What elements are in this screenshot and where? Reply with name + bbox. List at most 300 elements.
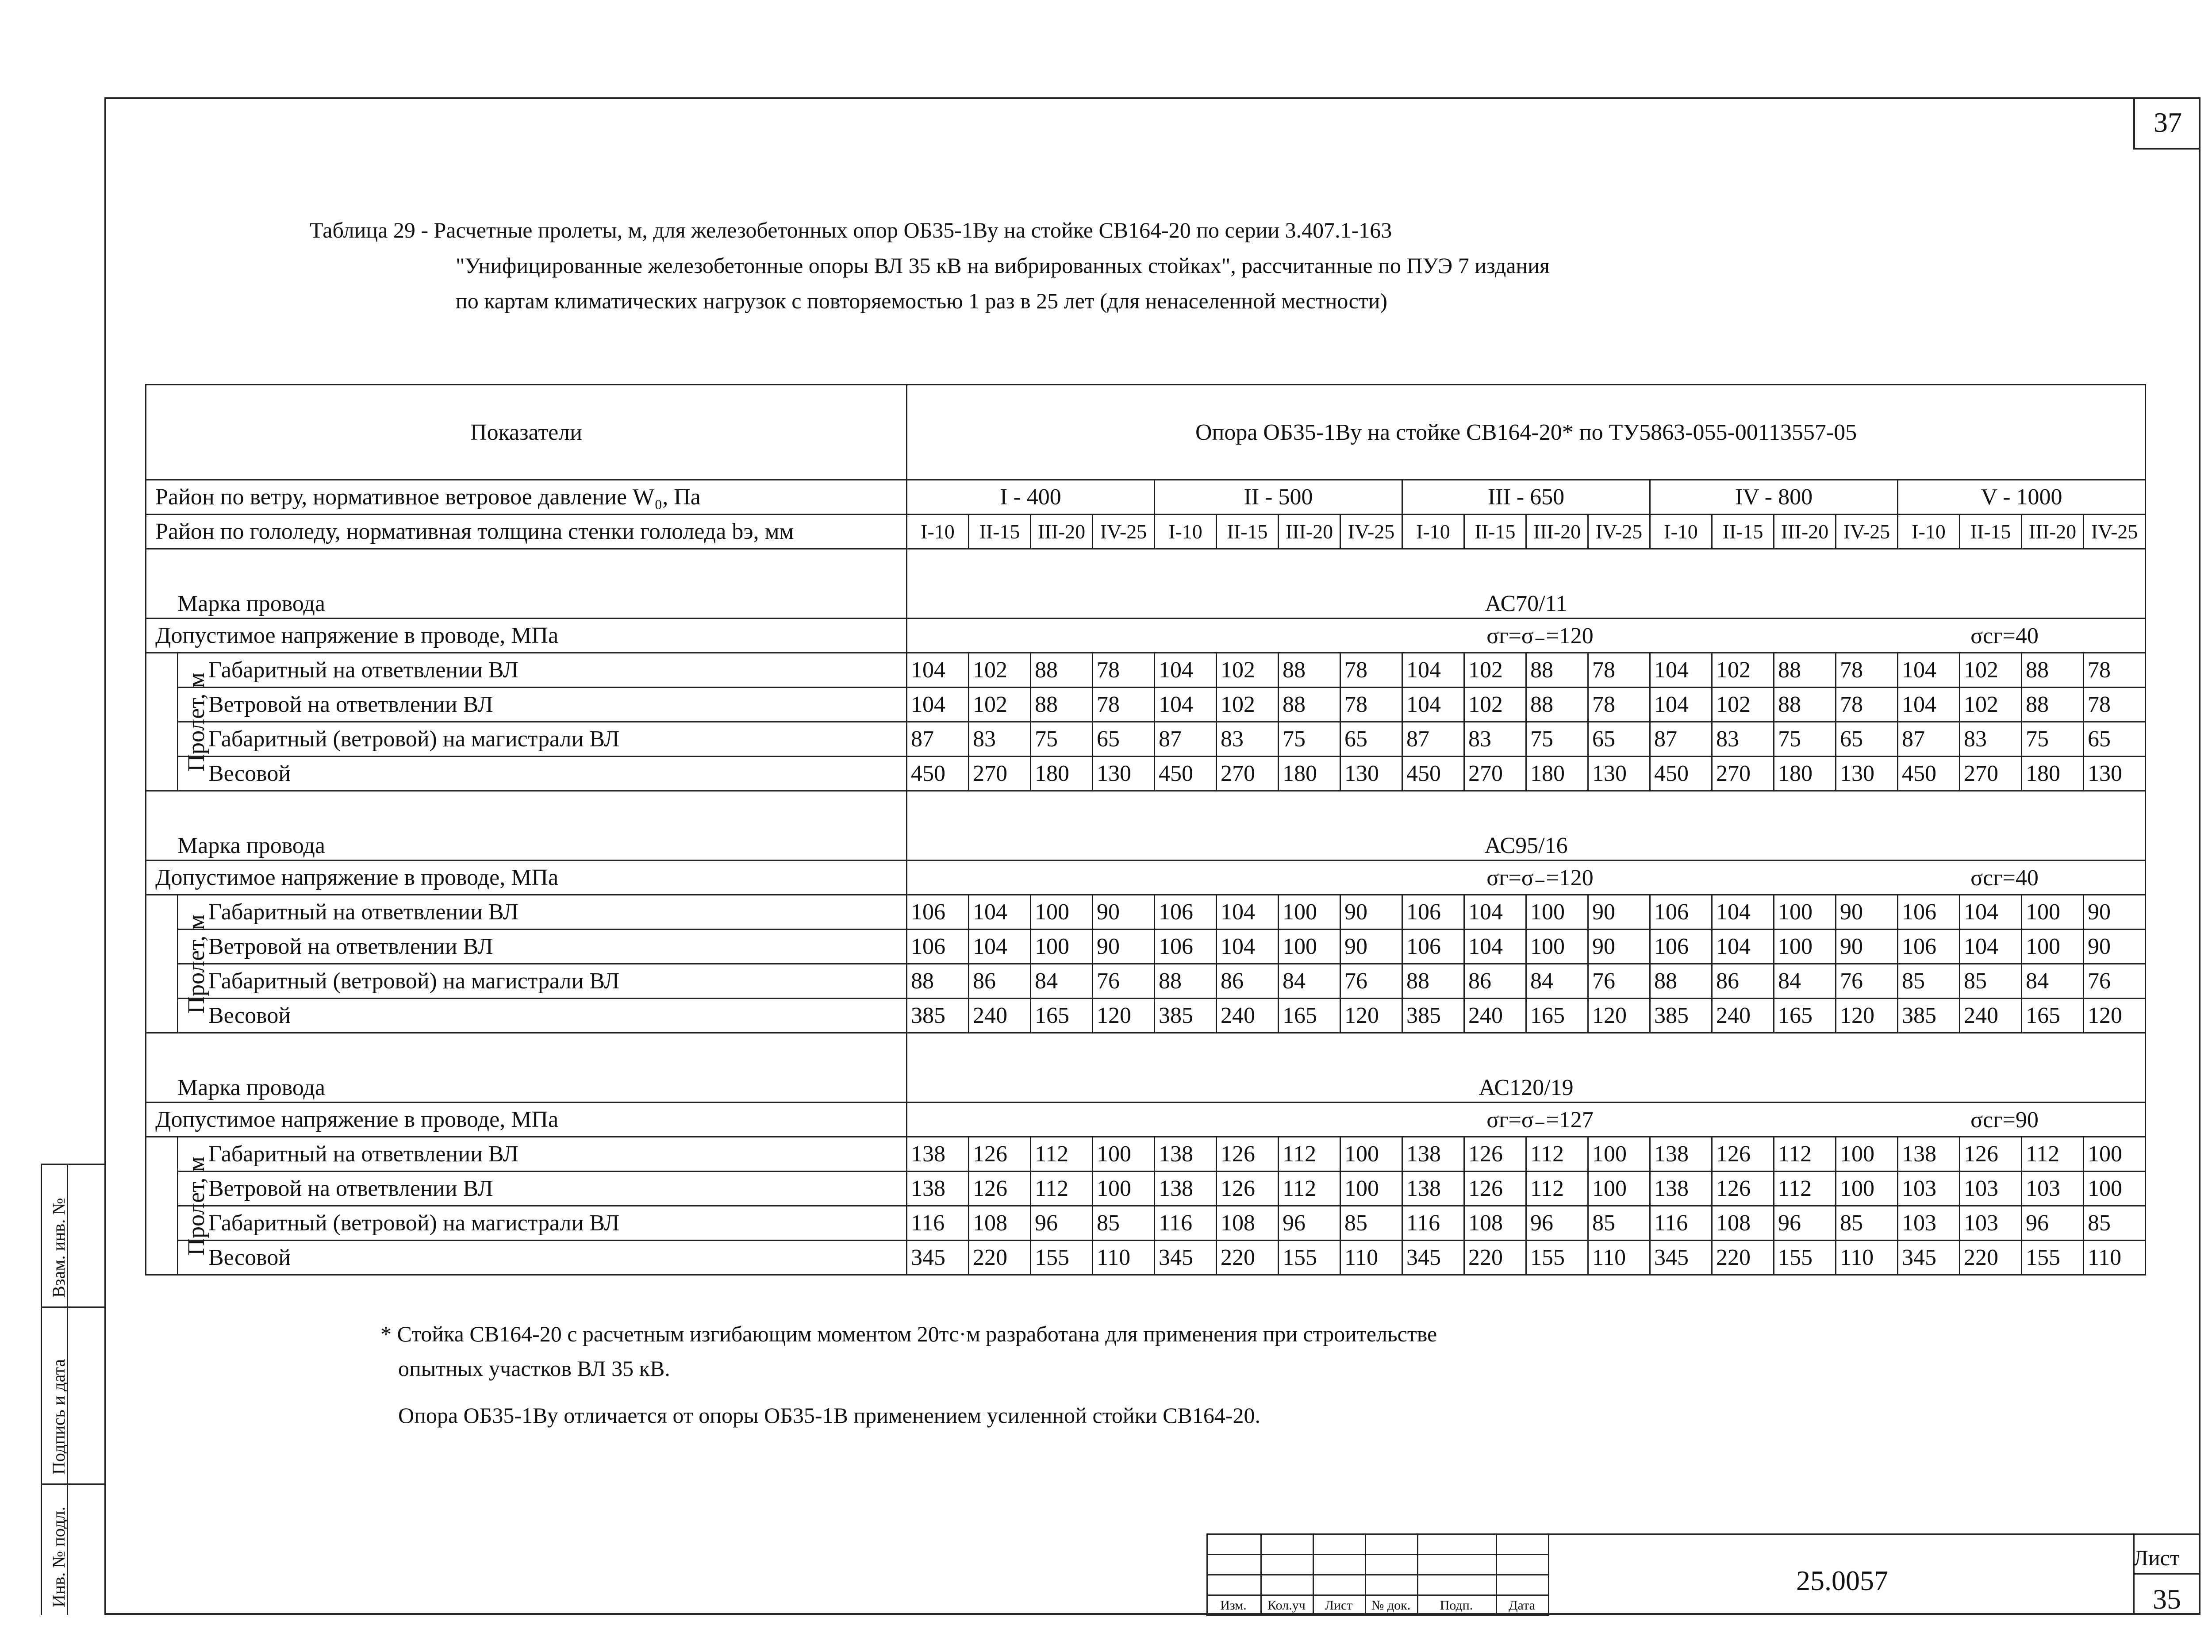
ice-region: I-10 [1155, 515, 1217, 549]
span-label-text: Пролет, м [182, 672, 209, 772]
value-cell: 83 [1464, 722, 1526, 757]
value-cell: 108 [1712, 1206, 1774, 1241]
value-cell: 78 [1836, 688, 1898, 722]
marka-row [146, 1033, 2146, 1103]
value-cell: 110 [1340, 1241, 1402, 1275]
ice-region: II-15 [1712, 515, 1774, 549]
value-cell: 90 [1836, 930, 1898, 964]
value-cell: 220 [1464, 1241, 1526, 1275]
value-cell: 76 [1588, 964, 1650, 999]
title-block-label: Кол.уч [1267, 1598, 1306, 1613]
value-cell: 85 [1898, 964, 1960, 999]
value-cell: 104 [1650, 688, 1712, 722]
value-cell: 78 [1588, 688, 1650, 722]
value-cell: 104 [1217, 895, 1279, 930]
title-block [1206, 1533, 2200, 1615]
value-cell: 120 [1093, 999, 1155, 1033]
value-cell: 88 [1402, 964, 1464, 999]
wind-region: I - 400 [907, 480, 1155, 515]
value-cell: 86 [1464, 964, 1526, 999]
value-cell: 100 [2084, 1137, 2146, 1172]
value-cell: 90 [1093, 895, 1155, 930]
ice-region: IV-25 [1340, 515, 1402, 549]
ice-region: IV-25 [1836, 515, 1898, 549]
value-cell: 88 [1526, 688, 1588, 722]
spans-table [145, 384, 2146, 1275]
value-cell: 75 [1031, 722, 1093, 757]
value-cell: 100 [1774, 895, 1836, 930]
value-cell: 75 [2022, 722, 2084, 757]
value-cell: 85 [1836, 1206, 1898, 1241]
value-cell: 78 [1836, 653, 1898, 688]
value-cell: 84 [2022, 964, 2084, 999]
value-cell: 104 [1155, 688, 1217, 722]
value-cell: 83 [969, 722, 1031, 757]
value-cell: 100 [1774, 930, 1836, 964]
value-cell: 104 [1960, 930, 2022, 964]
value-cell: 78 [1588, 653, 1650, 688]
value-cell: 100 [1588, 1137, 1650, 1172]
value-cell: 112 [1031, 1172, 1093, 1206]
table-caption [310, 212, 1550, 319]
value-cell: 86 [1712, 964, 1774, 999]
value-cell: 106 [1155, 895, 1217, 930]
value-cell: 78 [1093, 653, 1155, 688]
value-cell: 83 [1960, 722, 2022, 757]
value-cell: 88 [1279, 688, 1340, 722]
value-cell: 84 [1526, 964, 1588, 999]
value-cell: 104 [1712, 895, 1774, 930]
data-row [146, 757, 2146, 791]
span-label-text: Пролет, м [182, 914, 209, 1014]
value-cell: 104 [1712, 930, 1774, 964]
caption-line-3: по картам климатических нагрузок с повторяемостью 1 раз в 25 лет (для ненаселенной местности) [456, 288, 1388, 313]
ice-region: IV-25 [1588, 515, 1650, 549]
value-cell: 65 [1340, 722, 1402, 757]
value-cell: 85 [1093, 1206, 1155, 1241]
value-cell: 116 [1155, 1206, 1217, 1241]
value-cell: 120 [1836, 999, 1898, 1033]
value-cell: 103 [1960, 1206, 2022, 1241]
stress-row [146, 861, 2146, 895]
value-cell: 126 [1217, 1137, 1279, 1172]
value-cell: 220 [969, 1241, 1031, 1275]
value-cell: 100 [1588, 1172, 1650, 1206]
value-cell: 102 [969, 688, 1031, 722]
marka-label: Марка провода [146, 791, 907, 861]
value-cell: 240 [969, 999, 1031, 1033]
value-cell: 104 [1464, 930, 1526, 964]
stress-row [146, 619, 2146, 653]
value-cell: 102 [1217, 688, 1279, 722]
value-cell: 78 [1093, 688, 1155, 722]
value-cell: 345 [1402, 1241, 1464, 1275]
value-cell: 102 [1464, 653, 1526, 688]
value-cell: 385 [1898, 999, 1960, 1033]
value-cell: 88 [1031, 653, 1093, 688]
value-cell: 112 [1279, 1172, 1340, 1206]
marka-value: АС95/16 [907, 791, 2146, 861]
value-cell: 120 [1588, 999, 1650, 1033]
value-cell: 104 [1402, 653, 1464, 688]
value-cell: 88 [2022, 653, 2084, 688]
stress-value-1: σг=σ₋=120 [1486, 623, 1594, 649]
value-cell: 100 [2022, 895, 2084, 930]
stress-value-1: σг=σ₋=120 [1486, 865, 1594, 891]
span-label [146, 653, 209, 791]
value-cell: 165 [1031, 999, 1093, 1033]
row-label: Ветровой на ответвлении ВЛ [178, 1172, 907, 1206]
ice-region: I-10 [1650, 515, 1712, 549]
value-cell: 112 [1031, 1137, 1093, 1172]
row-label: Весовой [178, 999, 907, 1033]
left-binding-strip [41, 1164, 104, 1615]
ice-region: I-10 [907, 515, 969, 549]
ice-region: II-15 [969, 515, 1031, 549]
caption-line-1: Таблица 29 - Расчетные пролеты, м, для железобетонных опор ОБ35-1Ву на стойке СВ164-20 по серии 3.407.1-163 [310, 218, 1392, 242]
stress-label: Допустимое напряжение в проводе, МПа [146, 861, 907, 895]
value-cell: 106 [1898, 895, 1960, 930]
marka-row [146, 791, 2146, 861]
value-cell: 75 [1279, 722, 1340, 757]
value-cell: 100 [1340, 1172, 1402, 1206]
marka-label: Марка провода [146, 1033, 907, 1103]
note-2: Опора ОБ35-1Ву отличается от опоры ОБ35-1В применением усиленной стойки СВ164-20. [398, 1403, 1260, 1428]
document-code: 25.0057 [1796, 1565, 1888, 1596]
title-block-label: Подп. [1440, 1598, 1473, 1613]
stress-values [907, 861, 2146, 895]
span-label [146, 895, 209, 1033]
value-cell: 83 [1217, 722, 1279, 757]
value-cell: 385 [1402, 999, 1464, 1033]
value-cell: 270 [969, 757, 1031, 791]
value-cell: 450 [1402, 757, 1464, 791]
value-cell: 100 [1836, 1137, 1898, 1172]
data-row [146, 653, 2146, 688]
value-cell: 103 [1898, 1172, 1960, 1206]
value-cell: 385 [1650, 999, 1712, 1033]
value-cell: 85 [1340, 1206, 1402, 1241]
value-cell: 116 [907, 1206, 969, 1241]
row-label: Габаритный на ответвлении ВЛ [178, 895, 907, 930]
value-cell: 138 [1402, 1137, 1464, 1172]
value-cell: 126 [969, 1172, 1031, 1206]
value-cell: 385 [907, 999, 969, 1033]
value-cell: 155 [1526, 1241, 1588, 1275]
value-cell: 86 [969, 964, 1031, 999]
title-block-label: Лист [1325, 1598, 1353, 1613]
value-cell: 138 [907, 1137, 969, 1172]
value-cell: 102 [1712, 688, 1774, 722]
value-cell: 87 [1650, 722, 1712, 757]
wind-region: III - 650 [1402, 480, 1650, 515]
value-cell: 240 [1960, 999, 2022, 1033]
value-cell: 100 [2084, 1172, 2146, 1206]
row-label: Габаритный (ветровой) на магистрали ВЛ [178, 722, 907, 757]
header-row [146, 385, 2146, 480]
value-cell: 100 [1279, 930, 1340, 964]
value-cell: 450 [907, 757, 969, 791]
value-cell: 112 [1526, 1137, 1588, 1172]
sheet-number: 35 [2153, 1583, 2181, 1615]
value-cell: 102 [1960, 688, 2022, 722]
value-cell: 112 [1774, 1172, 1836, 1206]
row-label: Весовой [178, 757, 907, 791]
stress-label: Допустимое напряжение в проводе, МПа [146, 1103, 907, 1137]
value-cell: 104 [1217, 930, 1279, 964]
data-row [146, 688, 2146, 722]
value-cell: 102 [969, 653, 1031, 688]
value-cell: 126 [1712, 1172, 1774, 1206]
value-cell: 88 [1774, 653, 1836, 688]
value-cell: 75 [1774, 722, 1836, 757]
value-cell: 102 [1712, 653, 1774, 688]
ice-row [146, 515, 2146, 549]
value-cell: 83 [1712, 722, 1774, 757]
value-cell: 106 [907, 930, 969, 964]
value-cell: 220 [1217, 1241, 1279, 1275]
marka-row [146, 549, 2146, 619]
value-cell: 130 [1588, 757, 1650, 791]
header-indicators: Показатели [146, 385, 907, 480]
value-cell: 106 [1650, 895, 1712, 930]
value-cell: 110 [1836, 1241, 1898, 1275]
value-cell: 126 [1712, 1137, 1774, 1172]
wind-region: V - 1000 [1898, 480, 2146, 515]
value-cell: 126 [1464, 1172, 1526, 1206]
value-cell: 110 [2084, 1241, 2146, 1275]
value-cell: 100 [1340, 1137, 1402, 1172]
value-cell: 110 [1093, 1241, 1155, 1275]
stress-value-2: σсг=90 [1970, 1107, 2039, 1133]
value-cell: 102 [1217, 653, 1279, 688]
value-cell: 86 [1217, 964, 1279, 999]
ice-region: II-15 [1464, 515, 1526, 549]
value-cell: 104 [969, 930, 1031, 964]
value-cell: 100 [1031, 930, 1093, 964]
data-row [146, 964, 2146, 999]
stress-value-1: σг=σ₋=127 [1486, 1107, 1594, 1133]
value-cell: 130 [1340, 757, 1402, 791]
value-cell: 76 [1836, 964, 1898, 999]
wind-region: II - 500 [1155, 480, 1402, 515]
value-cell: 100 [1526, 930, 1588, 964]
value-cell: 130 [1836, 757, 1898, 791]
value-cell: 90 [1836, 895, 1898, 930]
value-cell: 100 [1836, 1172, 1898, 1206]
ice-label: Район по гололеду, нормативная толщина стенки гололеда bэ, мм [146, 515, 907, 549]
row-label: Габаритный (ветровой) на магистрали ВЛ [178, 964, 907, 999]
stress-label: Допустимое напряжение в проводе, МПа [146, 619, 907, 653]
value-cell: 240 [1217, 999, 1279, 1033]
page-number-top: 37 [2133, 97, 2200, 150]
title-block-label: Изм. [1220, 1598, 1247, 1613]
value-cell: 104 [1898, 653, 1960, 688]
value-cell: 84 [1031, 964, 1093, 999]
stress-value-2: σсг=40 [1970, 865, 2039, 891]
value-cell: 100 [2022, 930, 2084, 964]
value-cell: 345 [1898, 1241, 1960, 1275]
ice-region: IV-25 [2084, 515, 2146, 549]
value-cell: 106 [1650, 930, 1712, 964]
value-cell: 100 [1279, 895, 1340, 930]
wind-region: IV - 800 [1650, 480, 1898, 515]
value-cell: 100 [1031, 895, 1093, 930]
value-cell: 76 [2084, 964, 2146, 999]
marka-value: АС120/19 [907, 1033, 2146, 1103]
value-cell: 112 [2022, 1137, 2084, 1172]
value-cell: 84 [1279, 964, 1340, 999]
value-cell: 110 [1588, 1241, 1650, 1275]
stress-value-2: σсг=40 [1970, 623, 2039, 649]
value-cell: 90 [1588, 930, 1650, 964]
value-cell: 87 [1155, 722, 1217, 757]
value-cell: 130 [2084, 757, 2146, 791]
value-cell: 104 [1155, 653, 1217, 688]
row-label: Габаритный на ответвлении ВЛ [178, 1137, 907, 1172]
data-row [146, 930, 2146, 964]
data-row [146, 1241, 2146, 1275]
value-cell: 85 [2084, 1206, 2146, 1241]
value-cell: 155 [1774, 1241, 1836, 1275]
value-cell: 450 [1898, 757, 1960, 791]
value-cell: 165 [1279, 999, 1340, 1033]
value-cell: 103 [1960, 1172, 2022, 1206]
row-label: Ветровой на ответвлении ВЛ [178, 688, 907, 722]
data-row [146, 1206, 2146, 1241]
value-cell: 138 [1155, 1172, 1217, 1206]
value-cell: 104 [907, 653, 969, 688]
value-cell: 345 [1650, 1241, 1712, 1275]
value-cell: 78 [1340, 653, 1402, 688]
value-cell: 155 [1031, 1241, 1093, 1275]
value-cell: 130 [1093, 757, 1155, 791]
value-cell: 96 [2022, 1206, 2084, 1241]
value-cell: 96 [1031, 1206, 1093, 1241]
value-cell: 65 [1836, 722, 1898, 757]
value-cell: 96 [1526, 1206, 1588, 1241]
value-cell: 88 [1774, 688, 1836, 722]
value-cell: 65 [2084, 722, 2146, 757]
data-row [146, 895, 2146, 930]
value-cell: 90 [1340, 930, 1402, 964]
value-cell: 345 [1155, 1241, 1217, 1275]
value-cell: 165 [1526, 999, 1588, 1033]
marka-value: АС70/11 [907, 549, 2146, 619]
value-cell: 120 [2084, 999, 2146, 1033]
value-cell: 100 [1093, 1137, 1155, 1172]
value-cell: 104 [1650, 653, 1712, 688]
ice-region: IV-25 [1093, 515, 1155, 549]
caption-line-2: "Унифицированные железобетонные опоры ВЛ 35 кВ на вибрированных стойках", рассчитанные по ПУЭ 7 издания [456, 253, 1550, 278]
wind-label: Район по ветру, нормативное ветровое давление W₀, Па [146, 480, 907, 515]
sidebar-field-inventory: Инв. № подл. [49, 1506, 69, 1607]
value-cell: 65 [1588, 722, 1650, 757]
value-cell: 138 [1898, 1137, 1960, 1172]
value-cell: 116 [1650, 1206, 1712, 1241]
value-cell: 103 [1898, 1206, 1960, 1241]
value-cell: 104 [907, 688, 969, 722]
value-cell: 112 [1774, 1137, 1836, 1172]
ice-region: III-20 [1279, 515, 1340, 549]
value-cell: 112 [1526, 1172, 1588, 1206]
stress-values [907, 1103, 2146, 1137]
value-cell: 116 [1402, 1206, 1464, 1241]
value-cell: 102 [1960, 653, 2022, 688]
value-cell: 138 [1402, 1172, 1464, 1206]
ice-region: I-10 [1898, 515, 1960, 549]
value-cell: 90 [1588, 895, 1650, 930]
value-cell: 65 [1093, 722, 1155, 757]
stress-values [907, 619, 2146, 653]
title-block-label: № док. [1371, 1598, 1411, 1613]
row-label: Ветровой на ответвлении ВЛ [178, 930, 907, 964]
value-cell: 85 [1960, 964, 2022, 999]
value-cell: 112 [1279, 1137, 1340, 1172]
value-cell: 126 [969, 1137, 1031, 1172]
ice-region: II-15 [1217, 515, 1279, 549]
value-cell: 385 [1155, 999, 1217, 1033]
value-cell: 104 [1402, 688, 1464, 722]
value-cell: 104 [1960, 895, 2022, 930]
note-1-line-2: опытных участков ВЛ 35 кВ. [398, 1356, 670, 1381]
note-1-line-1: * Стойка СВ164-20 с расчетным изгибающим моментом 20тс·м разработана для применения при строительстве [380, 1322, 1437, 1346]
value-cell: 90 [2084, 895, 2146, 930]
ice-region: I-10 [1402, 515, 1464, 549]
marka-label: Марка провода [146, 549, 907, 619]
value-cell: 138 [1155, 1137, 1217, 1172]
notes [380, 1317, 1437, 1433]
value-cell: 106 [1155, 930, 1217, 964]
value-cell: 87 [907, 722, 969, 757]
stress-row [146, 1103, 2146, 1137]
value-cell: 96 [1279, 1206, 1340, 1241]
value-cell: 270 [1712, 757, 1774, 791]
value-cell: 120 [1340, 999, 1402, 1033]
value-cell: 155 [2022, 1241, 2084, 1275]
value-cell: 104 [1898, 688, 1960, 722]
value-cell: 104 [969, 895, 1031, 930]
value-cell: 240 [1712, 999, 1774, 1033]
value-cell: 88 [907, 964, 969, 999]
ice-region: III-20 [2022, 515, 2084, 549]
value-cell: 270 [1464, 757, 1526, 791]
value-cell: 78 [2084, 688, 2146, 722]
value-cell: 78 [2084, 653, 2146, 688]
value-cell: 88 [1650, 964, 1712, 999]
value-cell: 106 [907, 895, 969, 930]
span-label [146, 1137, 209, 1275]
value-cell: 108 [969, 1206, 1031, 1241]
sidebar-field-replace: Взам. инв. № [49, 1198, 69, 1298]
sidebar-field-signature: Подпись и дата [49, 1359, 69, 1475]
value-cell: 126 [1960, 1137, 2022, 1172]
data-row [146, 999, 2146, 1033]
data-row [146, 1137, 2146, 1172]
data-row [146, 1172, 2146, 1206]
ice-region: II-15 [1960, 515, 2022, 549]
value-cell: 180 [1031, 757, 1093, 791]
value-cell: 270 [1960, 757, 2022, 791]
header-opora: Опора ОБ35-1Ву на стойке СВ164-20* по ТУ5863-055-00113557-05 [907, 385, 2146, 480]
value-cell: 165 [1774, 999, 1836, 1033]
value-cell: 155 [1279, 1241, 1340, 1275]
value-cell: 75 [1526, 722, 1588, 757]
value-cell: 88 [1279, 653, 1340, 688]
value-cell: 138 [1650, 1137, 1712, 1172]
value-cell: 138 [1650, 1172, 1712, 1206]
sheet-label: Лист [2133, 1545, 2180, 1570]
